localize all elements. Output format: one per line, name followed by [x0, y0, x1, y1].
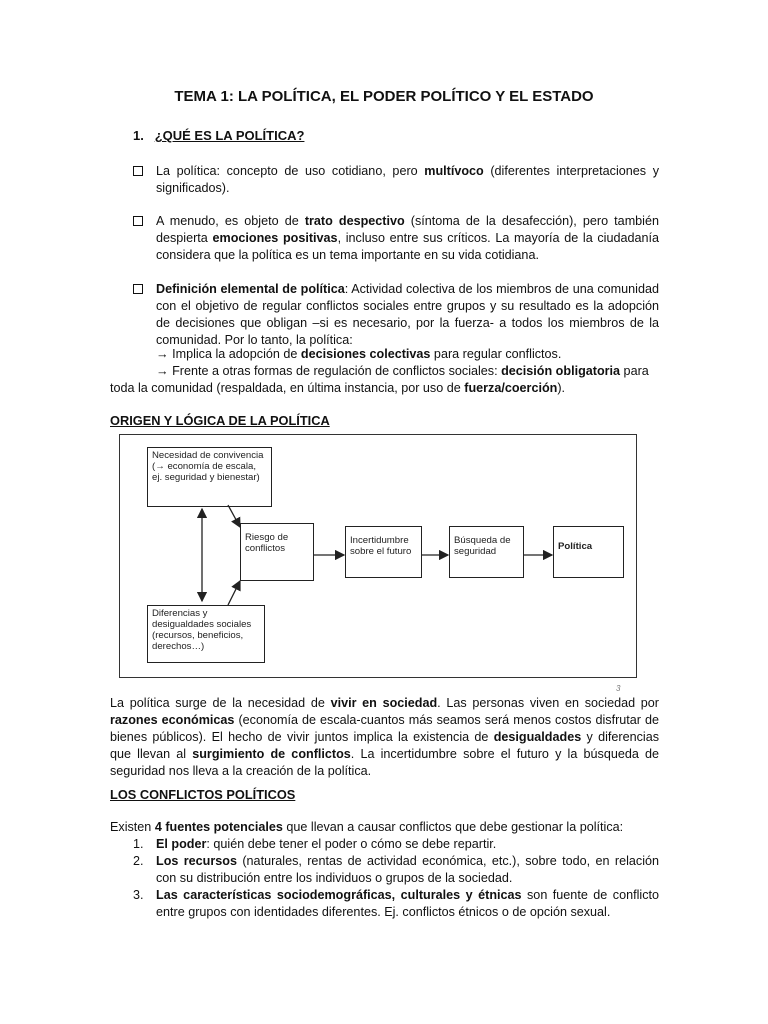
checkbox-bullet-icon	[133, 216, 143, 226]
arrow-point: → Frente a otras formas de regulación de conflictos sociales: decisión obligatoria para	[156, 364, 649, 378]
section-title: ¿QUÉ ES LA POLÍTICA?	[154, 128, 305, 143]
box-riesgo: Riesgo de conflictos	[240, 523, 314, 581]
bullet-item	[133, 163, 659, 197]
checkbox-bullet-icon	[133, 166, 143, 176]
slide-page-number: 3	[616, 684, 621, 693]
section-number: 1.	[133, 128, 144, 143]
section-heading-3: LOS CONFLICTOS POLÍTICOS	[110, 787, 296, 802]
paragraph-origin: La política surge de la necesidad de vivir en sociedad. Las personas viven en sociedad por razones económicas (economía de escala-cuantos más seamos será menos costos disfrutar de bienes públicos). El hecho de vivir juntos implica la existencia de desigualdades y diferencias que llevan al surgimiento de conflictos. La incertidumbre sobre el futuro y la búsqueda de seguridad nos lleva a la creación de la política.	[110, 696, 660, 778]
arrow-diferencias-riesgo	[228, 581, 240, 605]
list-item: 2. Los recursos (naturales, rentas de actividad económica, etc.), sobre todo, en relación con su distribución entre los individuos o grupos de la sociedad.	[133, 854, 659, 885]
list-number: 2.	[133, 854, 144, 868]
arrow-necesidad-riesgo	[228, 505, 240, 527]
page-title: TEMA 1: LA POLÍTICA, EL PODER POLÍTICO Y EL ESTADO	[174, 88, 594, 105]
bullet-text: La política: concepto de uso cotidiano, pero multívoco (diferentes interpretaciones y significados).	[156, 164, 659, 195]
paragraph-conflicts-intro: Existen 4 fuentes potenciales que llevan a causar conflictos que debe gestionar la política:	[110, 820, 624, 834]
box-necesidad: Necesidad de convivencia (→ economía de escala, ej. seguridad y bienestar)	[147, 447, 272, 507]
origin-diagram	[119, 434, 637, 678]
list-number: 1.	[133, 837, 144, 851]
bullet-text: Definición elemental de política: Actividad colectiva de los miembros de una comunidad con el objetivo de regular conflictos sociales entre grupos y su resultado es la adopción de decisiones que obligan –si es necesario, por la fuerza- a todos los miembros de la comunidad. Por lo tanto, la política:	[156, 282, 659, 347]
bullet-text: A menudo, es objeto de trato despectivo (síntoma de la desafección), pero también despierta emociones positivas, incluso entre sus críticos. La mayoría de la ciudadanía considera que la política es un tema importante en su vida cotidiana.	[156, 214, 660, 262]
arrow-point: → Implica la adopción de decisiones colectivas para regular conflictos.	[156, 347, 562, 361]
box-incertidumbre: Incertidumbre sobre el futuro	[345, 526, 422, 578]
list-number: 3.	[133, 888, 144, 902]
bullet-item	[133, 281, 659, 349]
section-heading-2: ORIGEN Y LÓGICA DE LA POLÍTICA	[110, 413, 330, 428]
bullet-item	[133, 213, 659, 264]
arrow-point-continuation: toda la comunidad (respaldada, en última instancia, por uso de fuerza/coerción).	[110, 381, 566, 395]
checkbox-bullet-icon	[133, 284, 143, 294]
list-item: 1. El poder: quién debe tener el poder o cómo se debe repartir.	[133, 837, 497, 851]
box-busqueda: Búsqueda de seguridad	[449, 526, 524, 578]
conflict-sources-list	[133, 836, 659, 921]
box-politica: Política	[553, 526, 624, 578]
list-item: 3. Las características sociodemográficas, culturales y étnicas son fuente de conflicto entre grupos con identidades diferentes. Ej. conflictos étnicos o de opción sexual.	[133, 888, 659, 919]
section-heading-1	[133, 127, 304, 144]
box-diferencias: Diferencias y desigualdades sociales (recursos, beneficios, derechos…)	[147, 605, 265, 663]
